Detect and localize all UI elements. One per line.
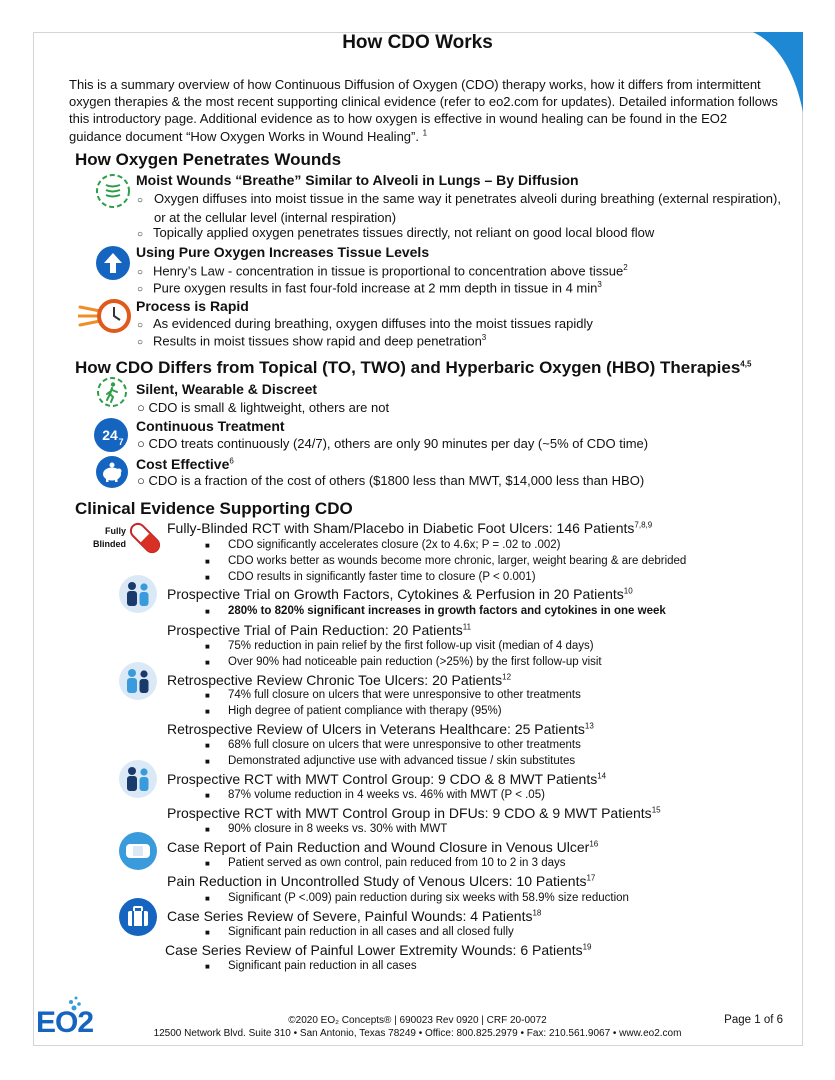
trial-title: Retrospective Review of Ulcers in Veterans Healthcare: 25 Patients$^{13}$ [167,721,594,737]
trial-title: Prospective RCT with MWT Control Group in DFUs: 9 CDO & 9 MWT Patients$^{15}$ [167,805,661,821]
trial-bullet: ■ CDO works better as wounds become more chronic, larger, weight bearing & are debrided [205,555,687,567]
bullet-breathe-2: ○ Topically applied oxygen penetrates tissues directly, not reliant on good local blood flow [137,225,655,240]
lungs-icon [95,173,131,209]
patients-icon [118,661,158,701]
trial-bullet: ■ 90% closure in 8 weeks vs. 30% with MWT [205,823,448,835]
bullet-pure-oxygen-1: ○ Henry’s Law - concentration in tissue is proportional to concentration above tissue$^2$ [137,263,628,279]
trial-bullet: ■ Patient served as own control, pain reduced from 10 to 2 in 3 days [205,857,566,869]
eo2-logo: EO2 [36,994,92,1044]
piggy-bank-icon [95,455,129,489]
bullet-rapid-1: ○ As evidenced during breathing, oxygen diffuses into the moist tissues rapidly [137,316,593,331]
arrow-up-icon [95,245,131,281]
pill-capsule-icon [127,518,163,558]
patients-icon [118,759,158,799]
bullet-wearable: ○ CDO is small & lightweight, others are not [137,400,390,415]
trial-title: Fully-Blinded RCT with Sham/Placebo in Diabetic Foot Ulcers: 146 Patients$^{7,8,9}$ [167,520,653,536]
trial-bullet: ■ CDO results in significantly faster time to closure (P < 0.001) [205,571,536,583]
trial-title: Prospective RCT with MWT Control Group: 9 CDO & 8 MWT Patients$^{14}$ [167,771,607,787]
item-title-continuous: Continuous Treatment [136,418,285,434]
24-7-icon [93,417,129,453]
trial-title: Case Report of Pain Reduction and Wound Closure in Venous Ulcer$^{16}$ [167,839,599,855]
footer-copyright: ©2020 EO₂ Concepts® | 690023 Rev 0920 | CRF 20-0072 [288,1015,547,1026]
trial-title: Case Series Review of Severe, Painful Wounds: 4 Patients$^{18}$ [167,908,542,924]
page-number: Page 1 of 6 [724,1014,783,1026]
trial-bullet: ■ 68% full closure on ulcers that were unresponsive to other treatments [205,739,581,751]
trial-bullet: ■ 280% to 820% significant increases in growth factors and cytokines in one week [205,605,666,617]
svg-text:24: 24 [102,427,118,443]
trial-bullet: ■ Significant pain reduction in all cases and all closed fully [205,926,514,938]
trial-bullet: ■ Significant pain reduction in all cases [205,960,417,972]
trial-bullet: ■ Significant (P <.009) pain reduction during six weeks with 58.9% size reduction [205,892,629,904]
intro-paragraph: This is a summary overview of how Continuous Diffusion of Oxygen (CDO) therapy works, how it differs from intermittent oxygen therapies & the most recent supporting clinical evidence (refer to eo2.com for updates). Detailed information follows this introductory page. Additional evidence as to how oxygen is effective in wound healing can be found in the EO2 guidance document “How Oxygen Works in Wound Healing”. $^1$ [69,77,778,144]
trial-title: Case Series Review of Painful Lower Extremity Wounds: 6 Patients$^{19}$ [165,942,592,958]
trial-title: Pain Reduction in Uncontrolled Study of Venous Ulcers: 10 Patients$^{17}$ [167,873,596,889]
patients-icon [118,574,158,614]
trial-title: Prospective Trial on Growth Factors, Cytokines & Perfusion in 20 Patients$^{10}$ [167,586,633,602]
item-title-breathe: Moist Wounds “Breathe” Similar to Alveoli in Lungs – By Diffusion [136,172,579,188]
trial-bullet: ■ High degree of patient compliance with therapy (95%) [205,705,502,717]
item-title-rapid: Process is Rapid [136,298,249,314]
trial-bullet: ■ 87% volume reduction in 4 weeks vs. 46% with MWT (P < .05) [205,789,545,801]
trial-bullet: ■ Demonstrated adjunctive use with advanced tissue / skin substitutes [205,755,576,767]
trial-title: Retrospective Review Chronic Toe Ulcers: 20 Patients$^{12}$ [167,672,512,688]
trial-bullet: ■ 74% full closure on ulcers that were unresponsive to other treatments [205,689,581,701]
item-title-cost: Cost Effective$^6$ [136,456,234,472]
bullet-breathe-1: ○ Oxygen diffuses into moist tissue in the same way it penetrates alveoli during breathing (external respiration), or at the cellular level (internal respiration) [137,191,781,225]
trial-title: Prospective Trial of Pain Reduction: 20 Patients$^{11}$ [167,622,472,638]
trial-bullet: ■ Over 90% had noticeable pain reduction (>25%) by the first follow-up visit [205,656,602,668]
section-heading-clinical-evidence: Clinical Evidence Supporting CDO [75,499,353,518]
footer-address: 12500 Network Blvd. Suite 310 • San Antonio, Texas 78249 • Office: 800.825.2979 • Fax: 210.561.9067 • www.eo2.com [153,1028,682,1039]
section-heading-cdo-differs: How CDO Differs from Topical (TO, TWO) and Hyperbaric Oxygen (HBO) Therapies$^{4,5}$ [75,358,752,377]
page-title: How CDO Works [342,32,493,53]
bullet-pure-oxygen-2: ○ Pure oxygen results in fast four-fold increase at 2 mm depth in tissue in 4 $\min^3$ [137,280,602,296]
bandage-icon [118,831,158,871]
trial-bullet: ■ 75% reduction in pain relief by the first follow-up visit (median of 4 days) [205,640,594,652]
svg-text:7: 7 [118,437,124,447]
bullet-continuous: ○ CDO treats continuously (24/7), others are only 90 minutes per day (~5% of CDO time) [137,436,649,451]
item-title-wearable: Silent, Wearable & Discreet [136,381,318,397]
walking-person-icon [96,376,128,408]
section-heading-oxygen-penetrates: How Oxygen Penetrates Wounds [75,150,342,169]
bullet-cost: ○ CDO is a fraction of the cost of others ($1800 less than MWT, $14,000 less than HBO) [137,473,645,488]
medical-bag-icon [118,897,158,937]
trial-bullet: ■ CDO significantly accelerates closure (2x to 4.6x; P = .02 to .002) [205,539,561,551]
bullet-rapid-2: ○ Results in moist tissues show rapid and deep penetration$^3$ [137,333,487,349]
item-title-pure-oxygen: Using Pure Oxygen Increases Tissue Levels [136,244,430,260]
fast-clock-icon [78,297,132,335]
fully-blinded-label: Fully Blinded [93,526,126,549]
